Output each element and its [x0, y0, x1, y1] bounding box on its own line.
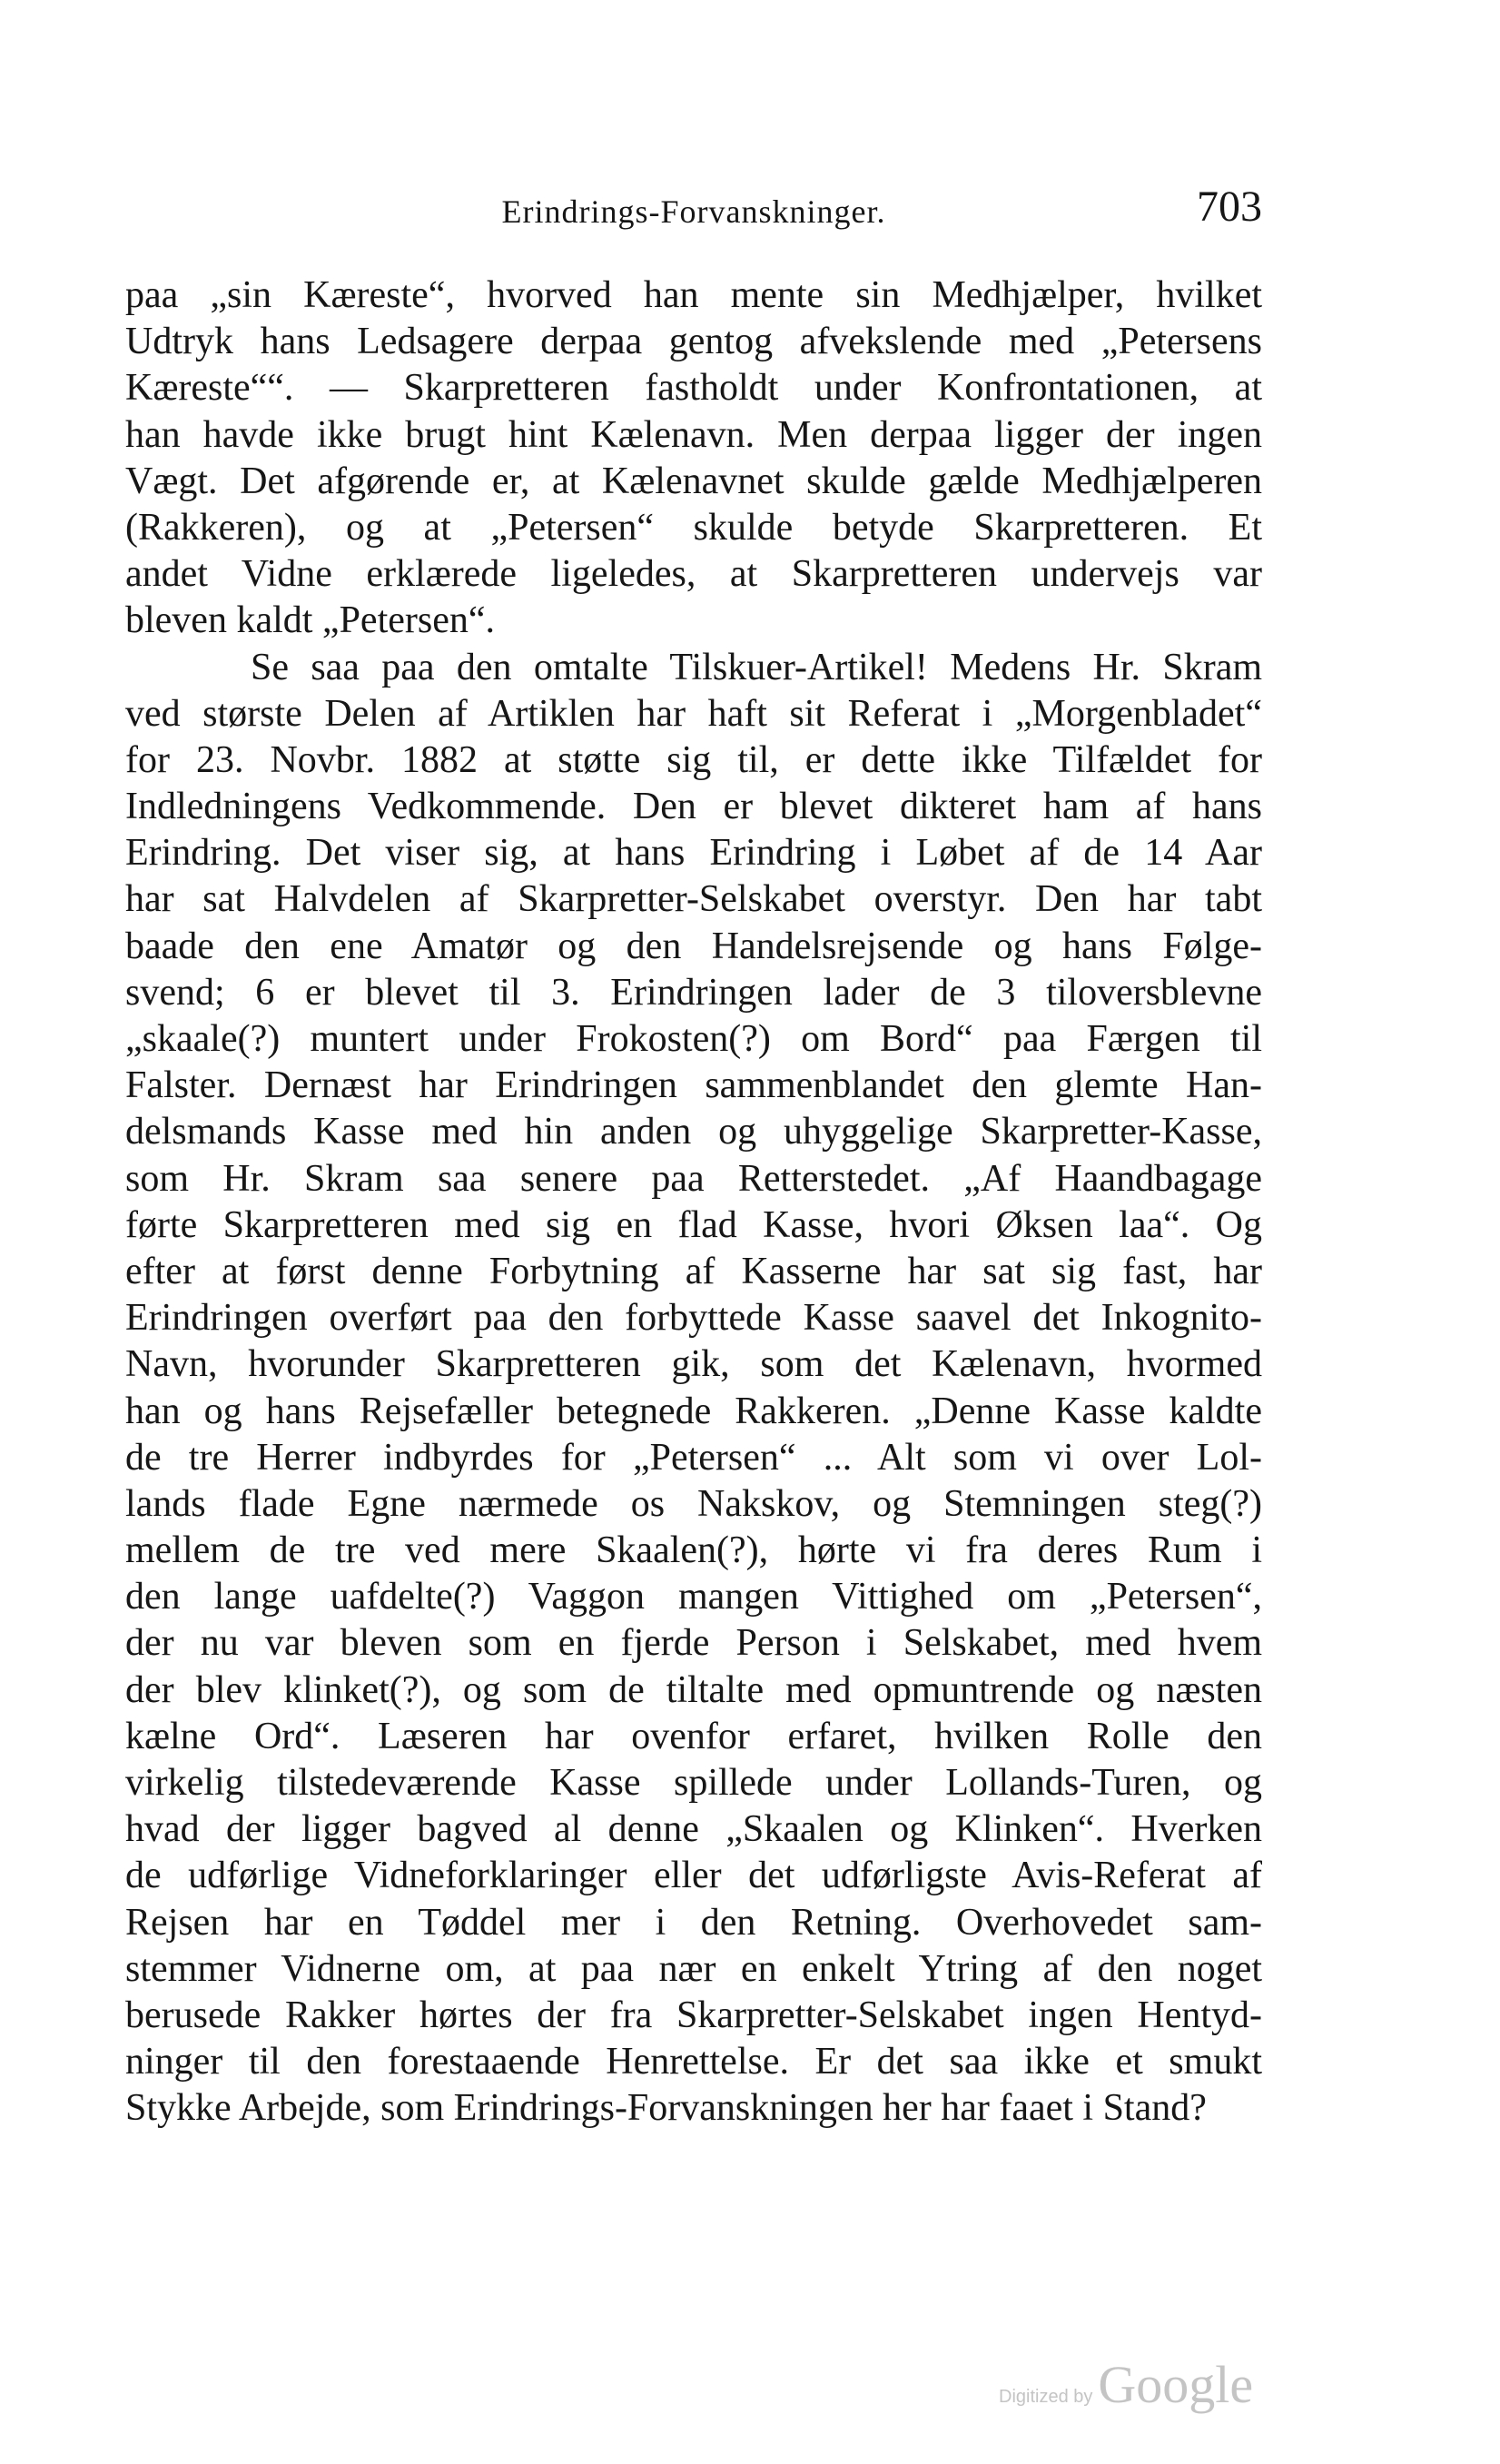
text-line: andet Vidne erklærede ligeledes, at Skarpretteren undervejs var [125, 553, 1262, 596]
text-line: efter at først denne Forbytning af Kasserne har sat sig fast, har [125, 1250, 1262, 1292]
google-logo: Google [1098, 2355, 1254, 2414]
text-line: stemmer Vidnerne om, at paa nær en enkelt Ytring af den noget [125, 1947, 1262, 1990]
text-line: Falster. Dernæst har Erindringen sammenblandet den glemte Han- [125, 1064, 1262, 1107]
text-line: Erindring. Det viser sig, at hans Erindring i Løbet af de 14 Aar [125, 832, 1262, 875]
watermark-prefix: Digitized by [999, 2387, 1093, 2407]
text-line: de tre Herrer indbyrdes for „Petersen“ ... Alt som vi over Lol- [125, 1436, 1262, 1479]
text-line: (Rakkeren), og at „Petersen“ skulde betyde Skarpretteren. Et [125, 506, 1262, 549]
text-line: berusede Rakker hørtes der fra Skarpretter-Selskabet ingen Hentyd- [125, 1994, 1262, 2036]
text-line: Kæreste““. — Skarpretteren fastholdt under Konfrontationen, at [125, 367, 1262, 410]
text-line: ved største Delen af Artiklen har haft sit Referat i „Morgenbladet“ [125, 692, 1262, 735]
page-header [125, 182, 1262, 236]
text-line: der nu var bleven som en fjerde Person i Selskabet, med hvem [125, 1622, 1262, 1665]
text-line: bleven kaldt „Petersen“. [125, 599, 495, 642]
running-head: Erindrings-Forvanskninger. [501, 193, 886, 230]
text-line: „skaale(?) muntert under Frokosten(?) om Bord“ paa Færgen til [125, 1018, 1262, 1060]
text-line: har sat Halvdelen af Skarpretter-Selskabet overstyr. Den har tabt [125, 878, 1262, 921]
body-text [125, 272, 1262, 2132]
text-line: førte Skarpretteren med sig en flad Kasse, hvori Øksen laa“. Og [125, 1203, 1262, 1246]
text-line: Stykke Arbejde, som Erindrings-Forvanskningen her har faaet i Stand? [125, 2087, 1207, 2130]
text-line: delsmands Kasse med hin anden og uhyggelige Skarpretter-Kasse, [125, 1111, 1262, 1153]
text-line: ninger til den forestaaende Henrettelse. Er det saa ikke et smukt [125, 2041, 1262, 2083]
page-number: 703 [1197, 183, 1262, 231]
text-line: lands flade Egne nærmede os Nakskov, og Stemningen steg(?) [125, 1482, 1262, 1525]
text-line: Se saa paa den omtalte Tilskuer-Artikel! Medens Hr. Skram [251, 646, 1262, 688]
text-line: som Hr. Skram saa senere paa Retterstedet. „Af Haandbagage [125, 1157, 1262, 1200]
text-line: virkelig tilstedeværende Kasse spillede under Lollands-Turen, og [125, 1762, 1262, 1804]
text-line: Rejsen har en Tøddel mer i den Retning. Overhovedet sam- [125, 1901, 1262, 1944]
text-line: hvad der ligger bagved al denne „Skaalen og Klinken“. Hverken [125, 1808, 1262, 1851]
text-line: kælne Ord“. Læseren har ovenfor erfaret, hvilken Rolle den [125, 1715, 1262, 1757]
text-line: de udførlige Vidneforklaringer eller det udførligste Avis-Referat af [125, 1855, 1262, 1897]
text-line: Udtryk hans Ledsagere derpaa gentog afvekslende med „Petersens [125, 321, 1262, 363]
digitized-by-watermark [999, 2354, 1308, 2427]
text-line: for 23. Novbr. 1882 at støtte sig til, er dette ikke Tilfældet for [125, 738, 1262, 781]
text-line: mellem de tre ved mere Skaalen(?), hørte vi fra deres Rum i [125, 1529, 1262, 1572]
text-line: han havde ikke brugt hint Kælenavn. Men derpaa ligger der ingen [125, 413, 1262, 456]
text-line: der blev klinket(?), og som de tiltalte med opmuntrende og næsten [125, 1668, 1262, 1711]
text-line: paa „sin Kæreste“, hvorved han mente sin Medhjælper, hvilket [125, 274, 1262, 316]
text-line: Erindringen overført paa den forbyttede Kasse saavel det Inkognito- [125, 1297, 1262, 1340]
text-line: svend; 6 er blevet til 3. Erindringen lader de 3 tiloversblevne [125, 971, 1262, 1014]
text-line: baade den ene Amatør og den Handelsrejsende og hans Følge- [125, 925, 1262, 967]
text-line: den lange uafdelte(?) Vaggon mangen Vittighed om „Petersen“, [125, 1576, 1262, 1618]
text-line: Vægt. Det afgørende er, at Kælenavnet skulde gælde Medhjælperen [125, 460, 1262, 502]
text-line: Navn, hvorunder Skarpretteren gik, som det Kælenavn, hvormed [125, 1343, 1262, 1386]
text-line: Indledningens Vedkommende. Den er blevet dikteret ham af hans [125, 786, 1262, 828]
text-line: han og hans Rejsefæller betegnede Rakkeren. „Denne Kasse kaldte [125, 1390, 1262, 1432]
